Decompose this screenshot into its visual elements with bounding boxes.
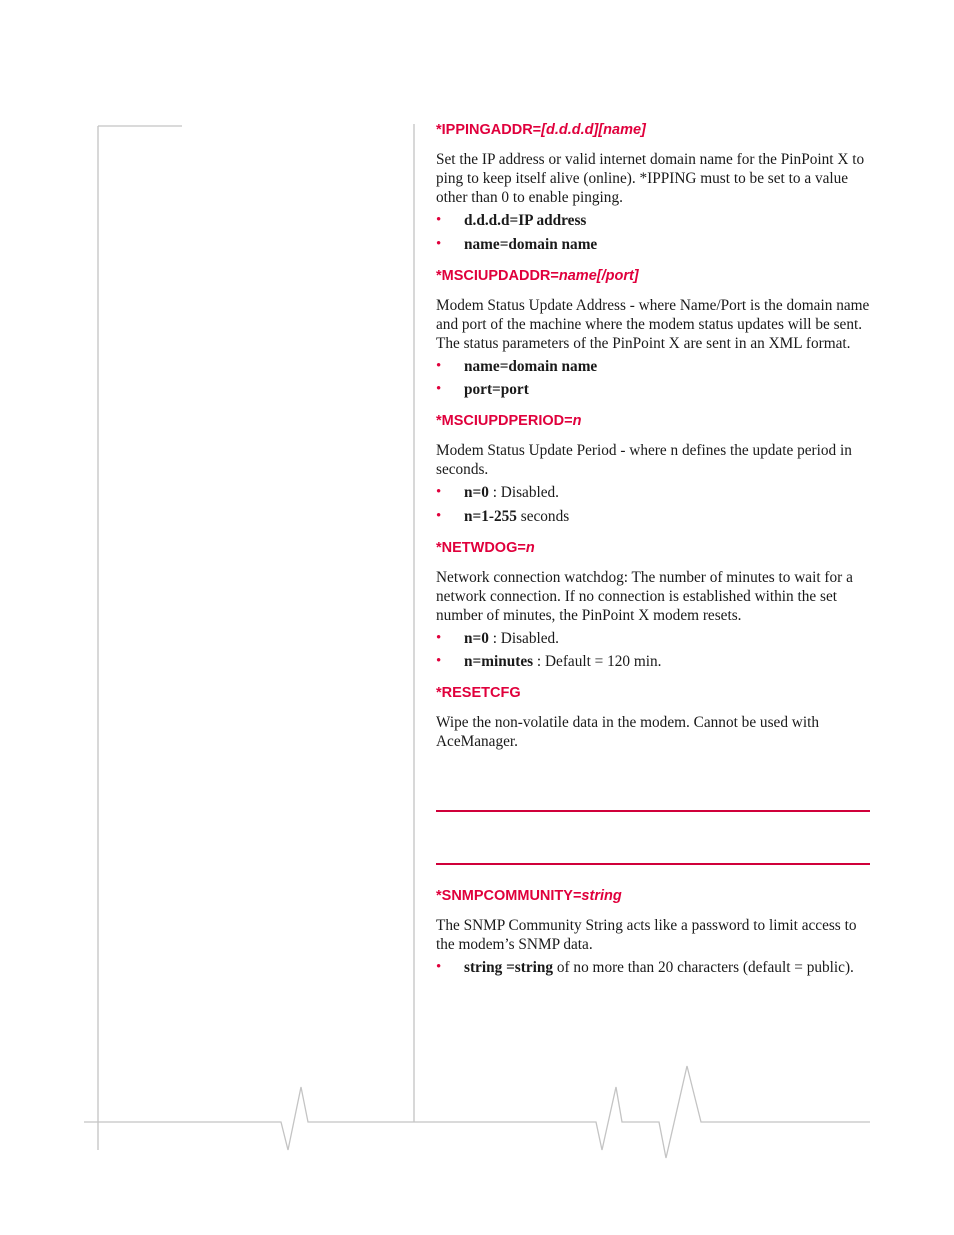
bullet-icon: • [436,507,442,524]
command-description: Modem Status Update Period - where n defines the update period in seconds. [436,442,852,478]
command-heading: *RESETCFG [436,685,521,701]
command-heading: *SNMPCOMMUNITY=string [436,888,622,904]
bullet-icon: • [436,629,442,646]
snmp-content [436,886,872,982]
bullet-icon: • [436,653,442,669]
command-heading: *MSCIUPDADDR=name[/port] [436,267,639,284]
section-divider-top [436,810,870,812]
command-heading: *NETWDOG=n [436,539,535,556]
command-heading: *MSCIUPDPERIOD=n [436,413,582,429]
bullet-icon: • [436,235,442,252]
list-item: • n=1-255 seconds [436,507,570,525]
section-msciupdaddr [436,266,872,400]
list-item: • n=0 : Disabled. [436,629,559,647]
list-item: • string =string of no more than 20 characters (default = public). [436,959,854,976]
bullet-icon: • [436,357,442,374]
command-heading: *IPPINGADDR=[d.d.d.d][name] [436,122,646,138]
parameter-list [436,958,872,977]
parameter-list [436,357,872,400]
list-item: • d.d.d.d=IP address [436,212,587,229]
parameter-list [436,211,872,254]
list-item: • n=minutes : Default = 120 min. [436,653,662,670]
list-item: • name=domain name [436,357,598,375]
command-description: Set the IP address or valid internet domain name for the PinPoint X to ping to keep itself alive (online). *IPPING must to be set to a value other than 0 to enable pinging. [436,151,865,206]
list-item: • port=port [436,381,529,398]
main-content [436,120,872,755]
section-divider-bottom [436,863,870,865]
parameter-list [436,629,872,672]
section-netwdog [436,538,872,672]
section-resetcfg [436,683,872,751]
command-description: The SNMP Community String acts like a password to limit access to the modem’s SNMP data. [436,917,857,953]
section-msciupdperiod [436,411,872,526]
bullet-icon: • [436,959,442,975]
parameter-list [436,483,872,526]
list-item: • name=domain name [436,235,598,253]
bullet-icon: • [436,381,442,397]
bullet-icon: • [436,212,442,228]
list-item: • n=0 : Disabled. [436,484,559,501]
command-description: Network connection watchdog: The number of minutes to wait for a network connection. If no connection is established within the set number of minutes, the PinPoint X modem resets. [436,568,853,624]
command-description: Modem Status Update Address - where Name/Port is the domain name and port of the machine where the modem status updates will be sent. The status parameters of the PinPoint X are sent in an XML format. [436,296,870,352]
bullet-icon: • [436,484,442,500]
section-snmpcommunity [436,886,872,977]
command-description: Wipe the non-volatile data in the modem. Cannot be used with AceManager. [436,714,819,750]
section-ippingaddr [436,120,872,254]
